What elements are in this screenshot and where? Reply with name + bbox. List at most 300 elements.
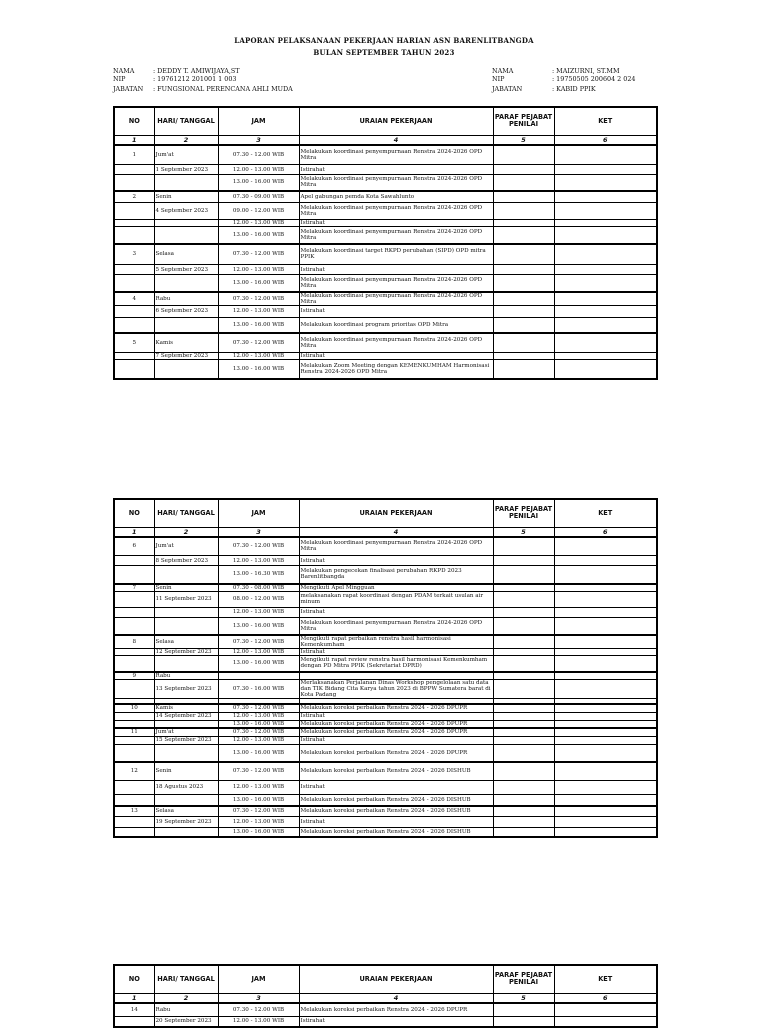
row-no xyxy=(114,617,154,635)
table-row xyxy=(114,649,657,656)
row-day-date: Rabu xyxy=(154,292,218,306)
row-day-date: Selasa xyxy=(154,806,218,816)
row-ket xyxy=(554,275,657,292)
row-ket xyxy=(554,145,657,165)
row-ket xyxy=(554,292,657,306)
table-row xyxy=(114,317,657,333)
row-no: 6 xyxy=(114,537,154,556)
row-day-date: Selasa xyxy=(154,244,218,265)
col-hari-header: HARI/ TANGGAL xyxy=(154,107,218,135)
row-time: 13.00 - 16.00 WIB xyxy=(218,656,299,672)
row-task: Melakukan koordinasi target RKPD perubahan (SIPD) OPD mitra PPIK xyxy=(299,244,493,265)
row-no xyxy=(114,359,154,379)
row-paraf xyxy=(493,780,554,794)
row-ket xyxy=(554,537,657,556)
employee-nip: : 19761212 201001 1 003 xyxy=(153,75,237,83)
report-table xyxy=(113,498,658,838)
row-task: Istirahat xyxy=(299,816,493,827)
row-ket xyxy=(554,165,657,175)
row-task: Istirahat xyxy=(299,736,493,744)
row-ket xyxy=(554,672,657,680)
row-ket xyxy=(554,720,657,728)
row-day-date xyxy=(154,566,218,584)
header-row xyxy=(114,107,657,135)
index-cell: 1 xyxy=(114,993,154,1003)
row-paraf xyxy=(493,175,554,191)
row-day-date: Rabu xyxy=(154,1003,218,1017)
table-row xyxy=(114,635,657,649)
row-no xyxy=(114,203,154,220)
row-paraf xyxy=(493,1003,554,1017)
row-day-date xyxy=(154,275,218,292)
row-task: Melakukan koreksi perbaikan Renstra 2024 - 2026 DPUPR xyxy=(299,744,493,762)
row-task: Istirahat xyxy=(299,712,493,720)
row-paraf xyxy=(493,827,554,837)
row-ket xyxy=(554,780,657,794)
row-task: Istirahat xyxy=(299,305,493,317)
col-no-header: NO xyxy=(114,107,154,135)
row-paraf xyxy=(493,203,554,220)
table-row xyxy=(114,736,657,744)
row-task: Melakukan koreksi perbaikan Renstra 2024 - 2026 DPUPR xyxy=(299,720,493,728)
report-subtitle: BULAN SEPTEMBER TAHUN 2023 xyxy=(313,48,455,57)
row-paraf xyxy=(493,1017,554,1027)
row-day-date: 15 September 2023 xyxy=(154,736,218,744)
row-task: Mengikuti rapat review renstra hasil harmonisasi Kemenkumham dengan PD Mitra PPIK (Sekretariat DPRD) xyxy=(299,656,493,672)
supervisor-nip: : 19750505 200604 2 024 xyxy=(552,75,636,83)
row-time: 07.30 - 12.00 WIB xyxy=(218,244,299,265)
row-ket xyxy=(554,352,657,359)
col-uraian-header: URAIAN PEKERJAAN xyxy=(299,107,493,135)
col-jam-header: JAM xyxy=(218,499,299,527)
row-time: 12.00 - 13.00 WIB xyxy=(218,220,299,227)
table-row xyxy=(114,292,657,306)
row-task: Istirahat xyxy=(299,220,493,227)
row-task: Melakukan koreksi perbaikan Renstra 2024 - 2026 DPUPR xyxy=(299,728,493,736)
row-no xyxy=(114,556,154,566)
report-table xyxy=(113,106,658,380)
row-time: 13.00 - 16.00 WIB xyxy=(218,617,299,635)
row-ket xyxy=(554,556,657,566)
row-ket xyxy=(554,744,657,762)
row-time: 12.00 - 13.00 WIB xyxy=(218,736,299,744)
row-ket xyxy=(554,704,657,712)
col-jam-header: JAM xyxy=(218,965,299,993)
col-paraf-header: PARAF PEJABAT PENILAI xyxy=(493,965,554,993)
row-day-date xyxy=(154,656,218,672)
row-ket xyxy=(554,566,657,584)
row-ket xyxy=(554,712,657,720)
row-paraf xyxy=(493,305,554,317)
row-paraf xyxy=(493,656,554,672)
row-no: 10 xyxy=(114,704,154,712)
col-paraf-header: PARAF PEJABAT PENILAI xyxy=(493,107,554,135)
row-time: 12.00 - 13.00 WIB xyxy=(218,816,299,827)
row-paraf xyxy=(493,591,554,607)
row-day-date: 7 September 2023 xyxy=(154,352,218,359)
row-ket xyxy=(554,806,657,816)
row-paraf xyxy=(493,537,554,556)
row-task: Melakukan koordinasi penyempurnaan Renstra 2024-2026 OPD Mitra xyxy=(299,292,493,306)
row-day-date: Jum'at xyxy=(154,537,218,556)
row-paraf xyxy=(493,704,554,712)
row-task: Istirahat xyxy=(299,1017,493,1027)
table-row xyxy=(114,744,657,762)
header-row xyxy=(114,965,657,993)
row-ket xyxy=(554,728,657,736)
row-time: 07.30 - 12.00 WIB xyxy=(218,333,299,352)
col-hari-header: HARI/ TANGGAL xyxy=(154,499,218,527)
row-time: 12.00 - 13.00 WIB xyxy=(218,556,299,566)
col-hari-header: HARI/ TANGGAL xyxy=(154,965,218,993)
row-no: 2 xyxy=(114,191,154,203)
row-paraf xyxy=(493,649,554,656)
row-time: 13.00 - 16.00 WIB xyxy=(218,227,299,244)
header-row xyxy=(114,499,657,527)
row-task: Melakukan koreksi perbaikan Renstra 2024 - 2026 DISHUB xyxy=(299,806,493,816)
index-cell: 4 xyxy=(299,993,493,1003)
row-paraf xyxy=(493,672,554,680)
table-row xyxy=(114,275,657,292)
row-day-date: 5 September 2023 xyxy=(154,265,218,275)
row-paraf xyxy=(493,317,554,333)
row-time: 12.00 - 13.00 WIB xyxy=(218,649,299,656)
table-row xyxy=(114,591,657,607)
row-time: 13.00 - 16.00 WIB xyxy=(218,175,299,191)
row-no xyxy=(114,736,154,744)
row-paraf xyxy=(493,145,554,165)
row-day-date: 8 September 2023 xyxy=(154,556,218,566)
index-cell: 5 xyxy=(493,993,554,1003)
row-paraf xyxy=(493,566,554,584)
row-time: 12.00 - 13.00 WIB xyxy=(218,265,299,275)
table-row xyxy=(114,720,657,728)
row-no xyxy=(114,720,154,728)
jabatan-label: JABATAN xyxy=(492,85,523,93)
nip-label: NIP xyxy=(113,75,126,83)
row-no xyxy=(114,175,154,191)
row-task: Istirahat xyxy=(299,265,493,275)
row-ket xyxy=(554,220,657,227)
table-row xyxy=(114,566,657,584)
row-ket xyxy=(554,227,657,244)
table-row xyxy=(114,265,657,275)
row-paraf xyxy=(493,607,554,617)
row-time: 13.00 - 16.00 WIB xyxy=(218,794,299,806)
row-time: 13.00 - 16.00 WIB xyxy=(218,827,299,837)
row-ket xyxy=(554,333,657,352)
row-ket xyxy=(554,1017,657,1027)
row-time: 07.30 - 12.00 WIB xyxy=(218,635,299,649)
row-no xyxy=(114,220,154,227)
row-paraf xyxy=(493,191,554,203)
row-ket xyxy=(554,244,657,265)
employee-name: : DEDDY T. AMIWIJAYA,ST xyxy=(153,67,240,75)
row-ket xyxy=(554,617,657,635)
row-task: Melakukan koordinasi penyempurnaan Renstra 2024-2026 OPD Mitra xyxy=(299,203,493,220)
row-no: 7 xyxy=(114,584,154,592)
row-day-date: Jum'at xyxy=(154,145,218,165)
row-no: 11 xyxy=(114,728,154,736)
row-time: 07.30 - 12.00 WIB xyxy=(218,704,299,712)
row-paraf xyxy=(493,679,554,698)
col-ket-header: KET xyxy=(554,107,657,135)
index-cell: 2 xyxy=(154,135,218,145)
table-row xyxy=(114,780,657,794)
row-time: 07.30 - 12.00 WIB xyxy=(218,728,299,736)
row-paraf xyxy=(493,556,554,566)
row-time: 12.00 - 13.00 WIB xyxy=(218,607,299,617)
row-ket xyxy=(554,679,657,698)
row-paraf xyxy=(493,794,554,806)
employee-position: : FUNGSIONAL PERENCANA AHLI MUDA xyxy=(153,85,293,93)
row-paraf xyxy=(493,352,554,359)
row-day-date xyxy=(154,617,218,635)
index-cell: 5 xyxy=(493,135,554,145)
row-time: 12.00 - 13.00 WIB xyxy=(218,305,299,317)
table-row xyxy=(114,806,657,816)
row-day-date xyxy=(154,720,218,728)
row-task: Apel gabungan pemda Kota Sawahlunto xyxy=(299,191,493,203)
row-day-date xyxy=(154,220,218,227)
row-ket xyxy=(554,649,657,656)
table-row xyxy=(114,584,657,592)
nama-label: NAMA xyxy=(113,67,135,75)
row-day-date xyxy=(154,317,218,333)
row-paraf xyxy=(493,635,554,649)
row-time: 12.00 - 13.00 WIB xyxy=(218,165,299,175)
supervisor-info xyxy=(492,67,635,93)
row-day-date: 13 September 2023 xyxy=(154,679,218,698)
table-row xyxy=(114,656,657,672)
row-day-date xyxy=(154,744,218,762)
row-no: 3 xyxy=(114,244,154,265)
row-no xyxy=(114,227,154,244)
row-task: melaksanakan rapat koordinasi dengan PDAM terkait usulan air minum xyxy=(299,591,493,607)
row-day-date xyxy=(154,175,218,191)
row-paraf xyxy=(493,244,554,265)
row-no xyxy=(114,656,154,672)
report-table xyxy=(113,964,658,1028)
row-ket xyxy=(554,203,657,220)
table-row xyxy=(114,352,657,359)
table-row xyxy=(114,679,657,698)
row-day-date xyxy=(154,827,218,837)
row-no xyxy=(114,275,154,292)
row-day-date xyxy=(154,359,218,379)
row-paraf xyxy=(493,762,554,780)
row-no xyxy=(114,780,154,794)
row-day-date xyxy=(154,227,218,244)
row-no xyxy=(114,744,154,762)
row-time: 07.30 - 12.00 WIB xyxy=(218,292,299,306)
index-cell: 3 xyxy=(218,135,299,145)
row-task: Melakukan koreksi perbaikan Renstra 2024 - 2026 DISHUB xyxy=(299,794,493,806)
row-task: Melakukan koordinasi penyempurnaan Renstra 2024-2026 OPD Mitra xyxy=(299,537,493,556)
index-cell: 2 xyxy=(154,527,218,537)
row-task: Melakukan pengecekan finalisasi perubahan RKPD 2023 Barenlitbangda xyxy=(299,566,493,584)
row-paraf xyxy=(493,359,554,379)
row-no xyxy=(114,352,154,359)
row-ket xyxy=(554,736,657,744)
row-day-date: 14 September 2023 xyxy=(154,712,218,720)
row-time: 07.30 - 09.00 WIB xyxy=(218,191,299,203)
row-day-date: Kamis xyxy=(154,333,218,352)
row-ket xyxy=(554,762,657,780)
table-row xyxy=(114,1003,657,1017)
row-day-date: 19 September 2023 xyxy=(154,816,218,827)
row-day-date: 6 September 2023 xyxy=(154,305,218,317)
row-task: Istirahat xyxy=(299,165,493,175)
row-day-date: Rabu xyxy=(154,672,218,680)
row-no xyxy=(114,165,154,175)
table-row xyxy=(114,617,657,635)
index-cell: 3 xyxy=(218,527,299,537)
row-paraf xyxy=(493,728,554,736)
row-ket xyxy=(554,359,657,379)
index-row xyxy=(114,993,657,1003)
col-ket-header: KET xyxy=(554,965,657,993)
row-no xyxy=(114,827,154,837)
row-ket xyxy=(554,191,657,203)
nama-label: NAMA xyxy=(492,67,514,75)
row-no: 12 xyxy=(114,762,154,780)
row-no xyxy=(114,566,154,584)
index-row xyxy=(114,527,657,537)
row-task: Melakukan koordinasi penyempurnaan Renstra 2024-2026 OPD Mitra xyxy=(299,175,493,191)
row-paraf xyxy=(493,265,554,275)
row-paraf xyxy=(493,617,554,635)
report-title: LAPORAN PELAKSANAAN PEKERJAAN HARIAN ASN BARENLITBANGDA xyxy=(234,36,534,45)
row-no: 8 xyxy=(114,635,154,649)
table-row xyxy=(114,537,657,556)
row-time: 09.00 - 12.00 WIB xyxy=(218,203,299,220)
row-day-date: Kamis xyxy=(154,704,218,712)
row-paraf xyxy=(493,712,554,720)
table-row xyxy=(114,816,657,827)
row-time xyxy=(218,672,299,680)
row-task: Melakukan koordinasi penyempurnaan Renstra 2024-2026 OPD Mitra xyxy=(299,617,493,635)
row-no xyxy=(114,679,154,698)
row-ket xyxy=(554,794,657,806)
row-time: 13.00 - 16.00 WIB xyxy=(218,317,299,333)
row-ket xyxy=(554,584,657,592)
row-task: Melakukan koordinasi penyempurnaan Renstra 2024-2026 OPD Mitra xyxy=(299,333,493,352)
row-paraf xyxy=(493,292,554,306)
index-cell: 6 xyxy=(554,993,657,1003)
row-paraf xyxy=(493,806,554,816)
row-task: Istirahat xyxy=(299,352,493,359)
row-task: Melakukan koordinasi penyempurnaan Renstra 2024-2026 OPD Mitra xyxy=(299,227,493,244)
nip-label: NIP xyxy=(492,75,505,83)
row-time: 07.30 - 12.00 WIB xyxy=(218,145,299,165)
row-day-date: Senin xyxy=(154,584,218,592)
row-no xyxy=(114,794,154,806)
row-no: 5 xyxy=(114,333,154,352)
row-time: 07.30 - 12.00 WIB xyxy=(218,806,299,816)
table-row xyxy=(114,704,657,712)
row-ket xyxy=(554,635,657,649)
col-uraian-header: URAIAN PEKERJAAN xyxy=(299,499,493,527)
row-paraf xyxy=(493,227,554,244)
index-cell: 1 xyxy=(114,527,154,537)
row-no: 1 xyxy=(114,145,154,165)
row-ket xyxy=(554,816,657,827)
row-no xyxy=(114,649,154,656)
employee-info xyxy=(113,67,293,93)
table-row xyxy=(114,175,657,191)
table-row xyxy=(114,728,657,736)
table-row xyxy=(114,305,657,317)
row-ket xyxy=(554,317,657,333)
row-no: 9 xyxy=(114,672,154,680)
supervisor-name: : MAIZURNI, ST.MM xyxy=(552,67,620,75)
row-day-date xyxy=(154,794,218,806)
row-task: Melakukan Zoom Meeting dengan KEMENKUMHAM Harmonisasi Renstra 2024-2026 OPD Mitra xyxy=(299,359,493,379)
row-ket xyxy=(554,656,657,672)
row-ket xyxy=(554,305,657,317)
row-time: 08.00 - 12.00 WIB xyxy=(218,591,299,607)
row-no: 14 xyxy=(114,1003,154,1017)
index-cell: 1 xyxy=(114,135,154,145)
row-no xyxy=(114,712,154,720)
table-row xyxy=(114,672,657,680)
row-paraf xyxy=(493,165,554,175)
table-row xyxy=(114,1017,657,1027)
row-time: 07.30 - 12.00 WIB xyxy=(218,1003,299,1017)
row-ket xyxy=(554,607,657,617)
table-row xyxy=(114,712,657,720)
row-no xyxy=(114,607,154,617)
col-uraian-header: URAIAN PEKERJAAN xyxy=(299,965,493,993)
row-time: 07.30 - 12.00 WIB xyxy=(218,762,299,780)
table-row xyxy=(114,145,657,165)
row-paraf xyxy=(493,275,554,292)
row-day-date: Selasa xyxy=(154,635,218,649)
supervisor-position: : KABID PPIK xyxy=(552,85,596,93)
row-time: 13.00 - 16.00 WIB xyxy=(218,744,299,762)
index-cell: 6 xyxy=(554,135,657,145)
row-paraf xyxy=(493,584,554,592)
row-task: Melakukan koordinasi penyempurnaan Renstra 2024-2026 OPD Mitra xyxy=(299,275,493,292)
table-row xyxy=(114,827,657,837)
col-jam-header: JAM xyxy=(218,107,299,135)
index-cell: 5 xyxy=(493,527,554,537)
table-row xyxy=(114,220,657,227)
row-no xyxy=(114,1017,154,1027)
row-task: Istirahat xyxy=(299,607,493,617)
index-row xyxy=(114,135,657,145)
row-time: 12.00 - 13.00 WIB xyxy=(218,1017,299,1027)
row-task: Melakukan koreksi perbaikan Renstra 2024 - 2026 DPUPR xyxy=(299,704,493,712)
row-day-date: 18 Agustus 2023 xyxy=(154,780,218,794)
row-time: 13.00 - 16.00 WIB xyxy=(218,720,299,728)
index-cell: 2 xyxy=(154,993,218,1003)
row-day-date: Senin xyxy=(154,762,218,780)
row-day-date: 1 September 2023 xyxy=(154,165,218,175)
row-day-date: 20 September 2023 xyxy=(154,1017,218,1027)
table-row xyxy=(114,359,657,379)
index-cell: 4 xyxy=(299,527,493,537)
row-paraf xyxy=(493,744,554,762)
row-time: 07.30 - 12.00 WIB xyxy=(218,537,299,556)
row-paraf xyxy=(493,736,554,744)
row-day-date: 12 September 2023 xyxy=(154,649,218,656)
row-day-date: Senin xyxy=(154,191,218,203)
table-row xyxy=(114,203,657,220)
row-time: 07.30 - 16.00 WIB xyxy=(218,679,299,698)
row-no xyxy=(114,305,154,317)
